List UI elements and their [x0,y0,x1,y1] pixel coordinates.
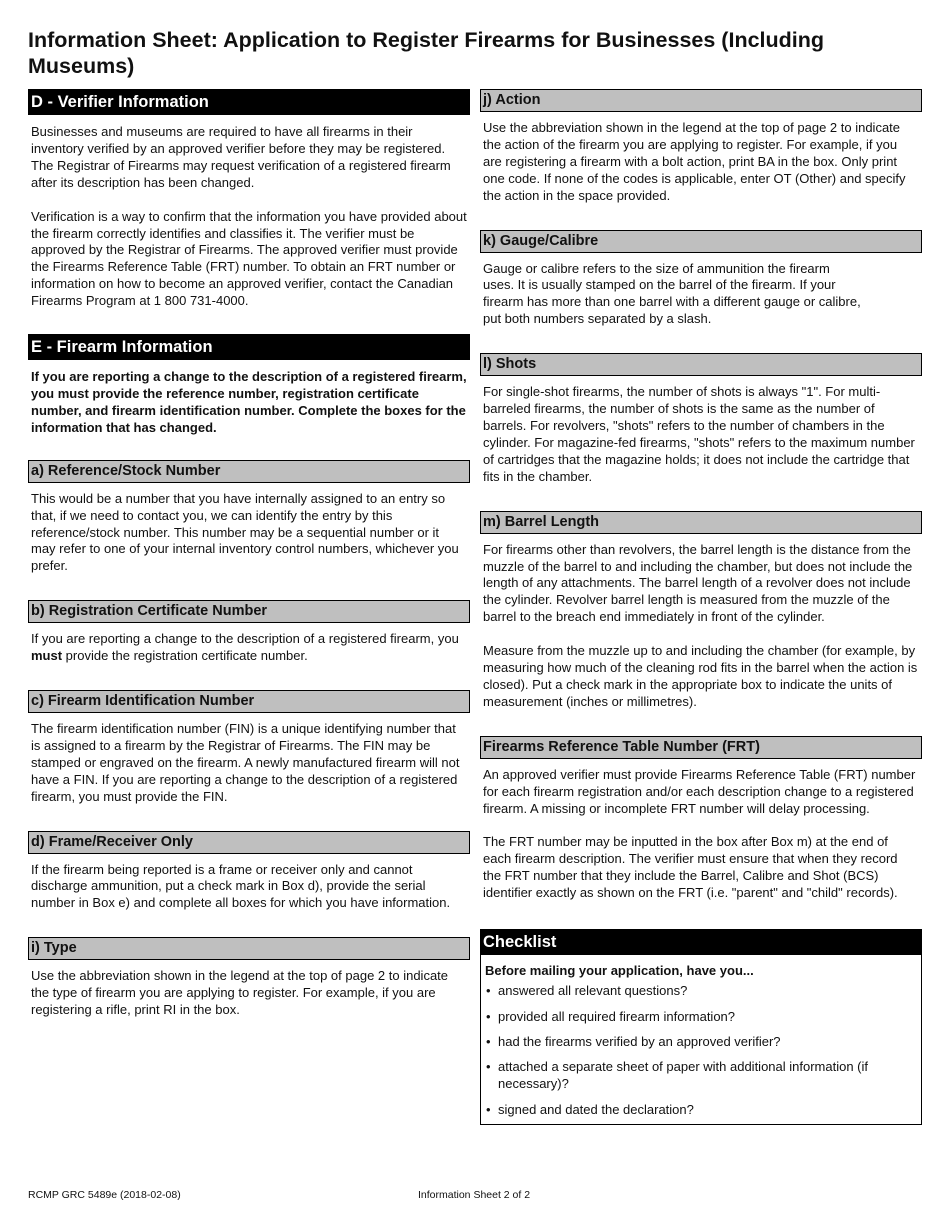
section-frame-receiver-only [28,831,470,913]
subsection-heading: i) Type [28,937,470,960]
section-frt-number [480,736,922,902]
section-paragraph: Businesses and museums are required to have all firearms in their inventory verified by an approved verifier before they may be registered. The Registrar of Firearms may request verification of a registered firearm after its description has been changed. [31,124,451,190]
subsection-heading: k) Gauge/Calibre [480,230,922,253]
section-barrel-length [480,511,922,711]
text-run: provide the registration certificate number. [62,648,308,664]
section-paragraph [28,631,470,665]
text-run: If you are reporting a change to the description of a registered firearm, you [31,631,459,647]
section-gauge-calibre [480,230,922,329]
emphasis-text: must [31,648,63,664]
section-paragraph: Gauge or calibre refers to the size of ammunition the firearm uses. It is usually stamped on the barrel of the firearm. If your firearm has more than one barrel with a different gauge or calibre, put both numbers separated by a slash. [483,260,861,327]
bullet-icon: • [486,1101,491,1117]
subsection-heading: c) Firearm Identification Number [28,690,470,713]
section-shots [480,353,922,485]
checklist-item-text: attached a separate sheet of paper with additional information (if necessary)? [498,1059,869,1092]
subsection-heading: j) Action [480,89,922,112]
bullet-icon: • [486,983,491,999]
checklist [485,983,917,1118]
section-reference-stock-number [28,460,470,576]
bullet-icon: • [486,1008,491,1024]
checklist-box [480,955,922,1124]
section-type [28,937,470,1019]
subsection-heading: a) Reference/Stock Number [28,460,470,483]
checklist-item [485,983,917,1000]
page-label: Information Sheet 2 of 2 [418,1189,531,1201]
subsection-heading: l) Shots [480,353,922,376]
section-paragraph: Verification is a way to confirm that the information you have provided about the firearm correctly identifies and classifies it. The verifier must be approved by the Registrar of Firearms. The approved verifier must provide the Firearms Reference Table (FRT) number. To obtain an FRT number or information on how to become an approved verifier, contact the Canadian Firearms Program at 1 800 731-4000. [31,208,467,309]
subsection-heading: d) Frame/Receiver Only [28,831,470,854]
section-paragraph: The FRT number may be inputted in the box after Box m) at the end of each firearm description. The verifier must ensure that when they record the FRT number that they include the Barrel, Calibre and Shot (BCS) identifier exactly as shown on the FRT (i.e. "parent" and "child" records). [483,834,898,901]
section-paragraph: Use the abbreviation shown in the legend at the top of page 2 to indicate the type of firearm you are applying to register. For example, if you are registering a rifle, print RI in the box. [31,968,449,1018]
checklist-item [485,1059,917,1093]
section-paragraph: The firearm identification number (FIN) is a unique identifying number that is assigned to a firearm by the Registrar of Firearms. The FIN may be stamped or engraved on the firearm. A newly manufactured firearm will not have a FIN. If you are reporting a change to the description of a registered firearm, you must provide the FIN. [31,721,460,804]
right-column [480,89,922,1125]
bullet-icon: • [486,1059,491,1075]
bullet-icon: • [486,1033,491,1049]
checklist-item-text: signed and dated the declaration? [498,1101,694,1117]
checklist-item [485,1034,917,1051]
checklist-item-text: had the firearms verified by an approved verifier? [498,1033,781,1049]
section-paragraph: For firearms other than revolvers, the barrel length is the distance from the muzzle of the barrel to and including the chamber, but does not include the length of any attachments. The barrel length of a revolver does not include the cylinder. Revolver barrel length is measured from the muzzle of the barrel to the breach end immediately in front of the cylinder. [483,541,913,625]
section-heading: Checklist [480,929,922,955]
section-heading: E - Firearm Information [28,334,470,360]
section-paragraph: For single-shot firearms, the number of shots is always "1". For multi-barreled firearms, the number of shots is the same as the number of barrels. For revolvers, "shots" refers to the number of chambers in the cylinder. For magazine-fed firearms, "shots" refers to the maximum number of cartridges that the magazine holds; it does not include the cartridge that fits in the chamber. [483,384,915,484]
section-paragraph: If the firearm being reported is a frame or receiver only and cannot discharge ammunition, put a check mark in Box d), provide the serial number in Box e) and complete all boxes for which you have information. [31,861,451,911]
subsection-heading: m) Barrel Length [480,511,922,534]
section-paragraph: Use the abbreviation shown in the legend at the top of page 2 to indicate the action of the firearm you are applying to register. For example, if you are registering a firearm with a bolt action, print BA in the box. Only print one code. If none of the codes is applicable, enter OT (Other) and specify the action in the space provided. [483,120,906,203]
subsection-heading: b) Registration Certificate Number [28,600,470,623]
section-firearm-information [28,334,470,437]
section-verifier-information [28,89,470,310]
section-paragraph: An approved verifier must provide Firearms Reference Table (FRT) number for each firearm registration and/or each description change to a registered firearm. A missing or incomplete FRT number will delay processing. [483,766,916,816]
checklist-item-text: answered all relevant questions? [498,983,688,999]
section-paragraph: This would be a number that you have internally assigned to an entry so that, if we need to contact you, we can identify the entry by this reference/stock number. This number may be a sequential number or it may refer to one of your internal inventory control numbers, whichever you prefer. [31,490,459,574]
subsection-heading: Firearms Reference Table Number (FRT) [480,736,922,759]
section-action [480,89,922,205]
section-paragraph: Measure from the muzzle up to and including the chamber (for example, by measuring how much of the cleaning rod fits in the barrel when the action is closed). Put a check mark in the appropriate box to indicate the units of measurement (inches or millimetres). [483,643,918,709]
section-registration-certificate-number [28,600,470,665]
checklist-item-text: provided all required firearm information? [498,1008,736,1024]
checklist-item [485,1102,917,1119]
checklist-intro: Before mailing your application, have you... [485,963,754,979]
section-checklist [480,929,922,1124]
form-identifier: RCMP GRC 5489e (2018-02-08) [28,1189,181,1201]
section-heading: D - Verifier Information [28,89,470,115]
left-column [28,89,470,1019]
section-paragraph: If you are reporting a change to the description of a registered firearm, you must provide the reference number, registration certificate number, and firearm identification number. Complete the boxes for the information that has changed. [31,369,467,435]
section-firearm-identification-number [28,690,470,806]
checklist-item [485,1009,917,1026]
page-title: Information Sheet: Application to Register Firearms for Businesses (Including Museums) [28,28,825,78]
